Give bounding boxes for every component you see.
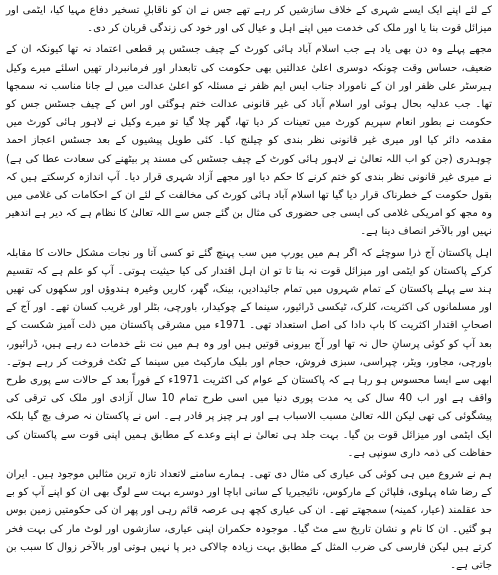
article-paragraph: کے لئے اپنے ایک ایسے شہری کے خلاف سازشیں کر رہے تھے جس نے ان کو ناقابلِ تسخیر دفاع مہیا کیا، ایٹمی اور میزائل قوت بنا یا اور ملک کی خدمت میں اپنے اہل و عیال کی اور خود کی زندگی قربان کر دی۔ — [6, 5, 492, 35]
article-paragraph: اہل پاکستان آج ذرا سوچئے کہ اگر ہم میں یورپ میں سب پہنچ گئے تو کسی آتا ور نجات مشکل حالات کا مقابلہ کرکے پاکستان کو ایٹمی اور میزائل قوت نہ بنا تا تو ان اہل اقتدار کی کیا حیثیت ہوتی۔ آپ کو علم ہے کہ تقسیم ہند سے پہلے پاکستان کے تمام شہروں میں تمام جائیدادیں، بینک، گھر، کاریں وغیرہ ہندوؤں اور سکھوں کی تھیں اور مسلمانوں کی اکثریت، کلرک، ٹیکسی ڈرائیور، سینما کے چوکیدار، باورچی، بٹلر اور غریب کسان تھے۔ اور آج کے اصحابِ اقتدار اکثریت کا باپ دادا کی اصل استعداد تھی۔ 1971ء میں مشرقی پاکستان میں ذلت آمیز شکست کے بعد آپ کو کوئی پرسانِ حال نہ تھا اور آج بیرونی قوتیں ہیں اور وہ ہم میں نت نئے خدمات دے رہے ہیں، ڈرائیور، باورچی، مجاور، ویٹر، چپراسی، سبزی فروش، حجام اور بلیک مارکیٹ میں سینما کے ٹکٹ فروخت کر رہے ہوتے۔ ابھی سے ایسا محسوس ہو رہا ہے کہ پاکستان کے عوام کی اکثریت 1971ء کے فوراً بعد کے حالات سے پوری طرح واقف ہے اور اب 40 سال کی یہ مدت پوری دنیا میں اسی طرح تمام 10 سال آزادی اور ملک کی ترقی کی پیشگوئی کی تھی لیکن اللہ تعالیٰ مسبب الاسباب ہے اور ہر چیز پر قادر ہے۔ اس نے پاکستان نہ صرف بچ گیا بلکہ ایک ایٹمی اور میزائل قوت بن گیا۔ بہت جلد ہی تعالیٰ نے اپنے وعدے کے مطابق ہمیں اپنی قوت سے پاکستان کی حفاظت کی ذمہ داری سونپی ہے۔ — [6, 247, 493, 459]
article-paragraph: مجھے پہلے وہ دن بھی یاد ہے جب اسلام آباد ہائی کورٹ کے چیف جسٹس پر قطعی اعتماد نہ تھا کیونکہ ان کے ضعیف، حساس وقت چونکہ دوسری اعلیٰ عدالتیں بھی حکومت کی تابعدار اور فرمانبردار تھیں اسلئے میرے وکیل ہیرسٹر علی ظفر اور ان کے ناموراد جناب ایس ایم ظفر نے مسئلہ کو اعلیٰ عدالت میں لے جانا مناسب نہ سمجھا تھا۔ جب عدلیہ بحال ہوئی اور اسلام آباد کی غیر قانونی عدالت ختم ہوگئی اور اس کے چیف جسٹس جس کو حکومت نے بطور انعام سپریم کورٹ میں تعینات کر دیا تھا، گھر چلا گیا تو میرے وکیل نے لاہور ہائی کورٹ میں مقدمہ دائر کیا اور میری غیر قانونی نظر بندی کو چیلنج کیا۔ کئی طویل پیشیوں کے بعد جسٹس اعجاز احمد چوہدری (جن کو اب اللہ تعالیٰ نے لاہور ہائی کورٹ کے چیف جسٹس کی مسند پر بیٹھنے کی سعادت عطا کی ہے) نے میری غیر قانونی نظر بندی کو ختم کرنے کا حکم دیا اور مجھے آزاد شہری قرار دیا۔ آپ اندازہ کرسکتے ہیں کہ بقول حکومت کے خطرناک قرار دیا گیا تھا اسلام آباد ہائی کورٹ کی مخالفت کے لئے ان کے احکامات کی غلامی میں وہ مجھ کو امریکی غلامی کی ایسی جی حضوری کی مثال بن گئے جس سے اللہ تعالیٰ کا نظام ہے کہ دیر ہے اندھیر نہیں اور بالآخر انصاف دینا ہے۔ — [6, 44, 492, 238]
article-paragraph: ہم نے شروع میں ہی کوئی کی عیاری کی مثال دی تھی۔ ہمارے سامنے لاتعداد تازہ ترین مثالیں موجود ہیں۔ ایران کے رضا شاہ پہلوی، فلپائن کے مارکوس، نائیجیریا کے سانی اباچا اور دوسرے بہت سے لوگ بھی ان کو اپنے آپ کو بے حد عقلمند (عیار، کمینہ) سمجھتے تھے۔ ان کی عیاری کچھ ہی عرصہ قائم رہی اور پھر ان کی حکومتیں زمین بوس ہو گئیں۔ ان کا نام و نشان تاریخ سے مٹ گیا۔ موجودہ حکمران اپنی عیاری، سازشوں اور لوٹ مار کی بہت فخر کرتے ہیں لیکن فارسی کی ضرب المثل کے مطابق بہت زیادہ چالاکی دیر پا نہیں ہوتی اور بالآخر زوال کا سبب بن جاتی ہے۔ — [6, 469, 492, 572]
